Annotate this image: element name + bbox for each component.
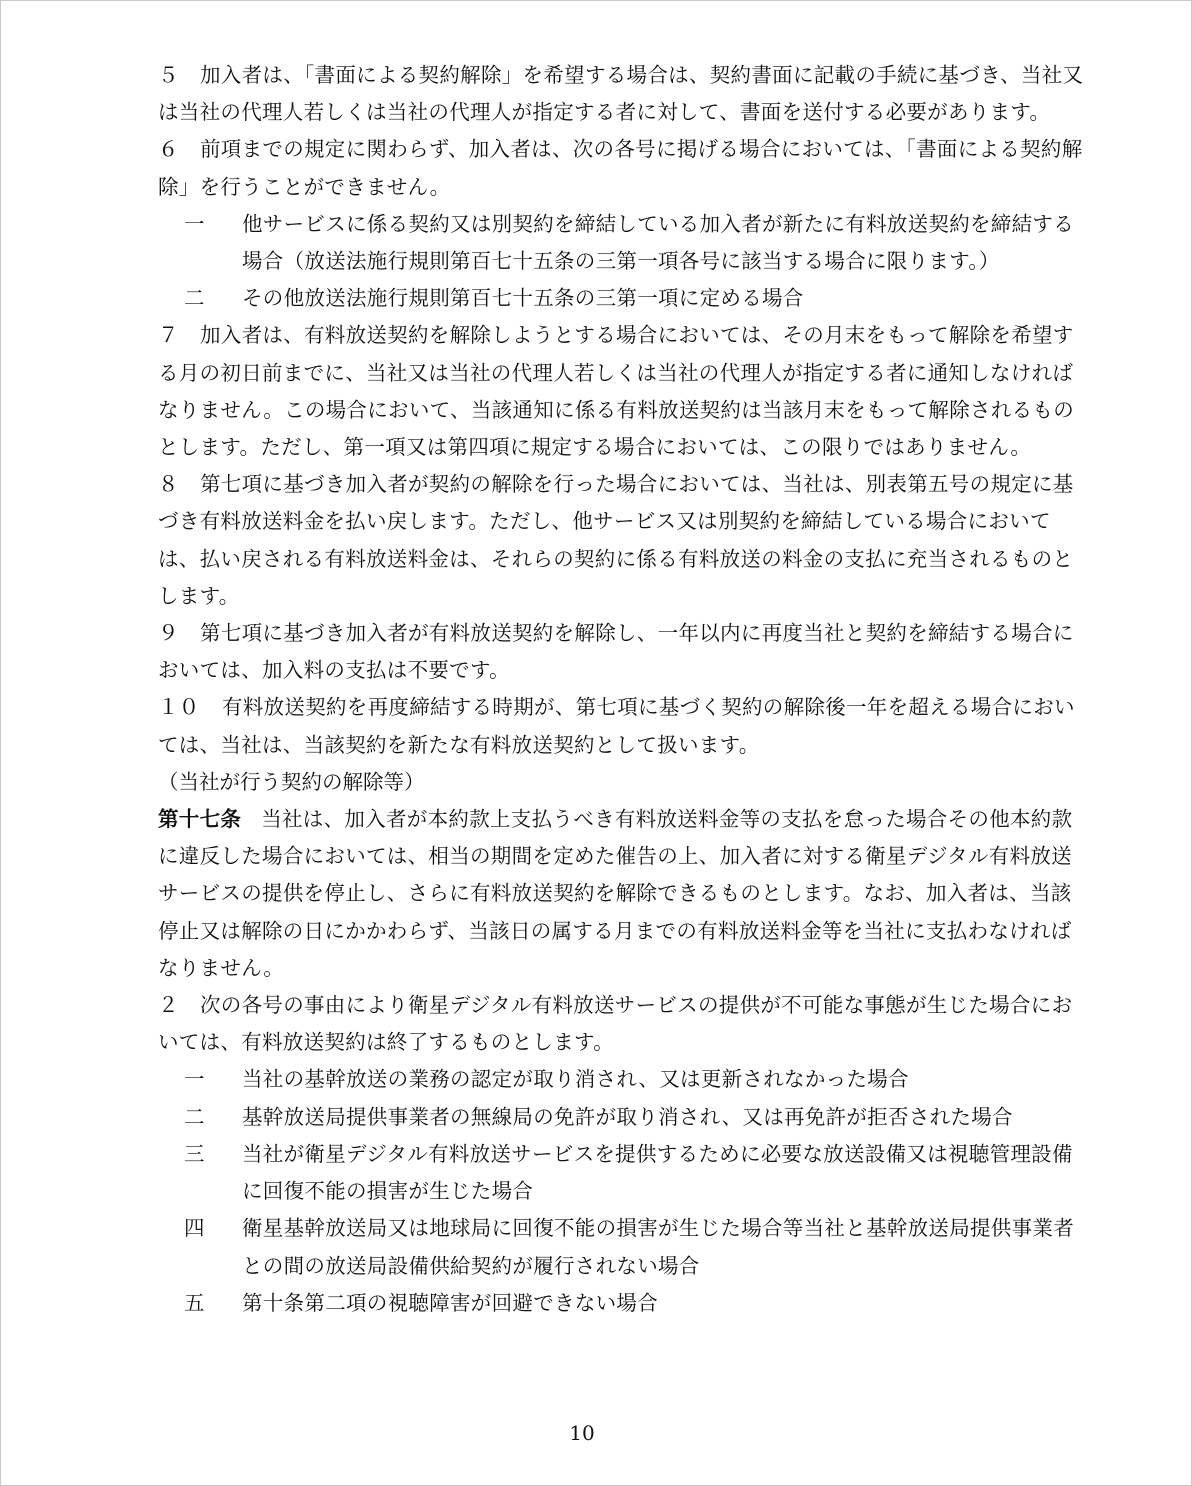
paragraph-text: 次の各号の事由により衛星デジタル有料放送サービスの提供が不可能な事態が生じた場合においては、有料放送契約は終了するものとします。: [158, 993, 1073, 1055]
item-text: 基幹放送局提供事業者の無線局の免許が取り消され、又は再免許が拒否された場合: [242, 1104, 1013, 1129]
list-item: [158, 1136, 1084, 1210]
list-item: [158, 1285, 1084, 1322]
list-item: [158, 1099, 1084, 1136]
paragraph-text: 有料放送契約を再度締結する時期が、第七項に基づく契約の解除後一年を超える場合においては、当社は、当該契約を新たな有料放送契約として扱います。: [158, 695, 1075, 757]
paragraph-8: [158, 466, 1084, 615]
item-text: 当社の基幹放送の業務の認定が取り消され、又は更新されなかった場合: [242, 1067, 909, 1092]
item-text: 当社が衛星デジタル有料放送サービスを提供するために必要な放送設備又は視聴管理設備に回復不能の損害が生じた場合: [242, 1141, 1073, 1204]
item-number: 一: [184, 1067, 205, 1092]
paragraph-10: [158, 689, 1084, 763]
list-item: [158, 1210, 1084, 1284]
list-item: [158, 1061, 1084, 1098]
item-number: 二: [184, 286, 205, 311]
article-title: 第十七条: [158, 807, 242, 832]
section-heading: （当社が行う契約の解除等）: [158, 769, 425, 794]
list-item: [158, 206, 1084, 280]
item-number: 一: [184, 211, 205, 236]
paragraph-number: ２: [158, 993, 179, 1018]
paragraph-5: [158, 57, 1084, 131]
paragraph-6: [158, 131, 1084, 205]
article-text: 当社は、加入者が本約款上支払うべき有料放送料金等の支払を怠った場合その他本約款に違反した場合においては、相当の期間を定めた催告の上、加入者に対する衛星デジタル有料放送サービスの提供を停止し、さらに有料放送契約を解除できるものとします。なお、加入者は、当該停止又は解除の日にかかわらず、当該日の属する月までの有料放送料金等を当社に支払わなければなりません。: [158, 807, 1073, 980]
list-item: [158, 280, 1084, 317]
item-text: その他放送法施行規則第百七十五条の三第一項に定める場合: [242, 286, 804, 311]
paragraph-text: 加入者は、有料放送契約を解除しようとする場合においては、その月末をもって解除を希望する月の初日前までに、当社又は当社の代理人若しくは当社の代理人が指定する者に通知しなければなりません。この場合において、当該通知に係る有料放送契約は当該月末をもって解除されるものとします。ただし、第一項又は第四項に規定する場合においては、この限りではありません。: [158, 323, 1075, 460]
document-body: [158, 57, 1084, 1322]
item-number: 三: [184, 1141, 205, 1166]
paragraph-number: １０: [158, 695, 200, 720]
paragraph-number: ９: [158, 621, 179, 646]
article-17-paragraph-2: [158, 987, 1084, 1061]
paragraph-text: 前項までの規定に関わらず、加入者は、次の各号に掲げる場合においては、「書面による契約解除」を行うことができません。: [158, 137, 1083, 199]
item-text: 第十条第二項の視聴障害が回避できない場合: [242, 1290, 658, 1315]
item-text: 衛星基幹放送局又は地球局に回復不能の損害が生じた場合等当社と基幹放送局提供事業者との間の放送局設備供給契約が履行されない場合: [242, 1216, 1074, 1278]
paragraph-number: ８: [158, 472, 179, 497]
paragraph-text: 第七項に基づき加入者が契約の解除を行った場合においては、当社は、別表第五号の規定に基づき有料放送料金を払い戻します。ただし、他サービス又は別契約を締結している場合においては、払い戻される有料放送料金は、それらの契約に係る有料放送の料金の支払に充当されるものとします。: [158, 472, 1074, 608]
paragraph-text: 第七項に基づき加入者が有料放送契約を解除し、一年以内に再度当社と契約を締結する場合においては、加入料の支払は不要です。: [158, 621, 1074, 683]
page-number: 10: [569, 1421, 595, 1445]
paragraph-text: 加入者は、「書面による契約解除」を希望する場合は、契約書面に記載の手続に基づき、当社又は当社の代理人若しくは当社の代理人が指定する者に対して、書面を送付する必要があります。: [158, 63, 1084, 125]
item-number: 二: [184, 1104, 205, 1129]
paragraph-number: ６: [158, 137, 179, 162]
paragraph-9: [158, 615, 1084, 689]
paragraph-number: ７: [158, 323, 179, 348]
item-text: 他サービスに係る契約又は別契約を締結している加入者が新たに有料放送契約を締結する場合（放送法施行規則第百七十五条の三第一項各号に該当する場合に限ります。）: [242, 211, 1074, 274]
paragraph-7: [158, 317, 1084, 466]
item-number: 四: [184, 1216, 205, 1241]
paragraph-number: ５: [158, 63, 179, 87]
item-number: 五: [184, 1290, 205, 1315]
article-17: [158, 801, 1084, 987]
